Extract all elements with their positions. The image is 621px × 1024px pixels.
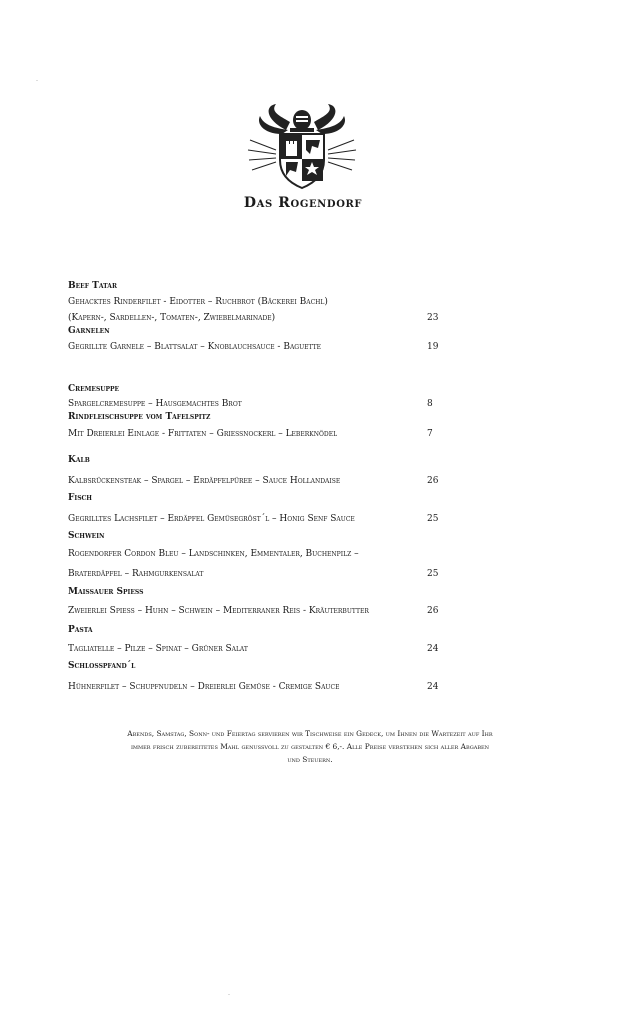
item-description: Gegrillte Garnele – Blattsalat – Knoblauchsauce - Baguette [68, 342, 322, 352]
footer-line: und Steuern. [287, 755, 333, 764]
item-price: 8 [427, 399, 433, 409]
item-title: Schwein [68, 531, 105, 541]
item-price: 24 [427, 682, 439, 692]
item-price: 24 [427, 644, 439, 654]
item-title: Kalb [68, 455, 90, 465]
item-description: Gehacktes Rinderfilet - Eidotter – Ruchbrot (Bäckerei Bachl) [68, 297, 328, 307]
item-price: 26 [427, 476, 439, 486]
item-price: 26 [427, 606, 439, 616]
item-price: 25 [427, 569, 439, 579]
footer-line: Abends, Samstag, Sonn- und Feiertag servieren wir Tischweise ein Gedeck, um Ihnen die Wartezeit auf Ihr [127, 729, 493, 738]
item-description: Tagliatelle – Pilze – Spinat – Grüner Salat [68, 644, 248, 654]
item-title: Pasta [68, 625, 93, 635]
item-title: Garnelen [68, 326, 110, 336]
item-title: Rindfleischsuppe vom Tafelspitz [68, 412, 211, 422]
item-description: Kalbsrückensteak – Spargel – Erdäpfelpüree – Sauce Hollandaise [68, 476, 341, 486]
item-title: Beef Tatar [68, 281, 117, 291]
item-price: 7 [427, 429, 433, 439]
item-description: Zweierlei Spiess – Huhn – Schwein – Mediterraner Reis - Kräuterbutter [68, 606, 369, 616]
item-title: Fisch [68, 493, 92, 503]
brand-name [228, 192, 378, 211]
coat-of-arms-logo [246, 100, 358, 190]
item-title: Schlosspfand´l [68, 661, 136, 671]
item-title: Cremesuppe [68, 384, 120, 394]
item-price: 23 [427, 313, 439, 323]
item-description: Spargelcremesuppe – Hausgemachtes Brot [68, 399, 242, 409]
item-title: Maissauer Spiess [68, 587, 144, 597]
brand-title: Das Rogendorf [243, 195, 363, 211]
item-description: Gegrilltes Lachsfilet – Erdäpfel Gemüsegröst´l – Honig Senf Sauce [68, 514, 355, 524]
item-description: Hühnerfilet – Schupfnudeln – Dreierlei Gemüse - Cremige Sauce [68, 682, 340, 692]
item-description: Braterdäpfel – Rahmgurkensalat [68, 569, 204, 579]
scan-speck [36, 80, 38, 81]
item-price: 19 [427, 342, 439, 352]
footer-line: immer frisch zubereitetes Mahl genussvoll zu gestalten € 6,-. Alle Preise verstehen sich aller Abgaben [130, 742, 490, 751]
scan-speck [228, 994, 230, 995]
item-description: Rogendorfer Cordon Bleu – Landschinken, Emmentaler, Buchenpilz – [68, 549, 359, 559]
footer-note [80, 727, 540, 766]
item-description: Mit Dreierlei Einlage - Frittaten – Griessnockerl – Leberknödel [68, 429, 338, 439]
item-description: (Kapern-, Sardellen-, Tomaten-, Zwiebelmarinade) [68, 313, 276, 323]
item-price: 25 [427, 514, 439, 524]
